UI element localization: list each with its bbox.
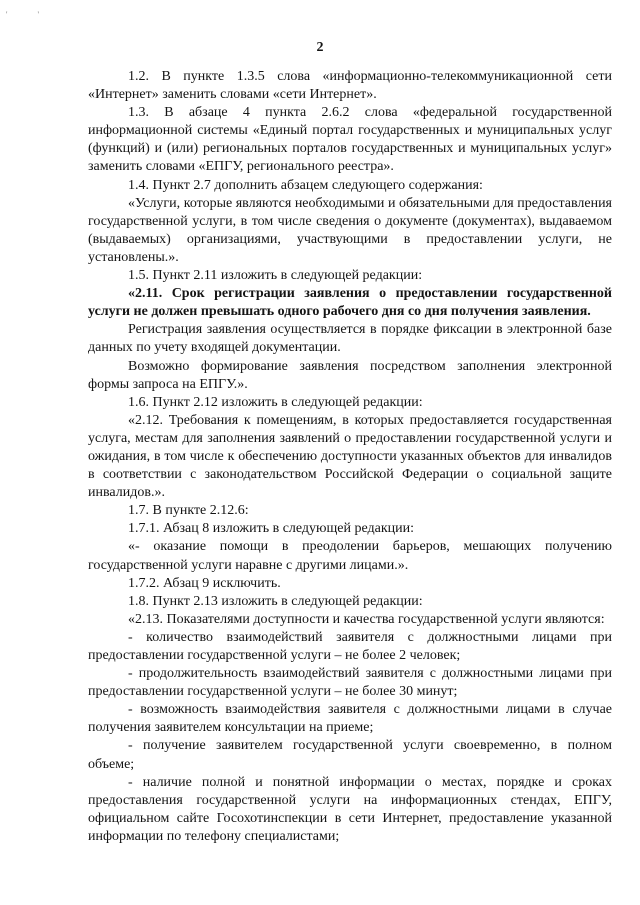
paragraph: 1.7.2. Абзац 9 исключить. [128,575,281,591]
paragraph: 1.6. Пункт 2.12 изложить в следующей редакции: [128,394,423,410]
scan-specks: ' ' [6,10,53,19]
paragraph: - возможность взаимодействия заявителя с должностными лицами в случае получения заявителем консультации на приеме; [88,702,612,736]
paragraph: 1.5. Пункт 2.11 изложить в следующей редакции: [128,268,423,284]
paragraph: «- оказание помощи в преодолении барьеров, мешающих получению государственной услуги наравне с другими лицами.». [88,539,612,573]
paragraph: «Услуги, которые являются необходимыми и обязательными для предоставления государственной услуги, в том числе сведения о документе (документах), выдаваемом (выдаваемых) организациями, участвующими в предоставлении услуги, не установлены.». [88,195,612,265]
paragraph: «2.12. Требования к помещениям, в которых предоставляется государственная услуга, местам для заполнения заявлений о предоставлении государственной услуги и ожидания, в том числе к обеспечению доступности указанных объектов для инвалидов в соответствии с законодательством Российской Федерации о социальной защите инвалидов.». [88,412,612,501]
paragraph: 1.7.1. Абзац 8 изложить в следующей редакции: [128,521,415,537]
paragraph: «2.11. Срок регистрации заявления о предоставлении государственной услуги не должен превышать одного рабочего дня со дня получения заявления. [88,286,612,320]
paragraph: Возможно формирование заявления посредством заполнения электронной формы запроса на ЕПГУ.». [88,358,612,392]
paragraph: 1.7. В пункте 2.12.6: [128,503,249,519]
paragraph: 1.2. В пункте 1.3.5 слова «информационно-телекоммуникационной сети «Интернет» заменить словами «сети Интернет». [88,69,612,103]
paragraph: - наличие полной и понятной информации о местах, порядке и сроках предоставления государственной услуги на информационных стендах, ЕПГУ, официальном сайте Госохотинспекции в сети Интернет, предоставление указанной информации по телефону специалистами; [88,774,612,844]
paragraph: 1.4. Пункт 2.7 дополнить абзацем следующего содержания: [128,177,483,193]
page-number: 2 [316,40,324,55]
paragraph: 1.3. В абзаце 4 пункта 2.6.2 слова «федеральной государственной информационной системы «Единый портал государственных и муниципальных услуг (функций) и (или) региональных порталов государственных и муниципальных услуг» заменить словами «ЕПГУ, регионального реестра». [88,105,612,175]
paragraph: - количество взаимодействий заявителя с должностными лицами при предоставлении государственной услуги – не более 2 человек; [88,629,612,663]
paragraph: Регистрация заявления осуществляется в порядке фиксации в электронной базе данных по учету входящей документации. [88,322,612,356]
document-body [88,68,612,846]
paragraph: «2.13. Показателями доступности и качества государственной услуги являются: [128,611,605,627]
paragraph: - получение заявителем государственной услуги своевременно, в полном объеме; [88,738,612,772]
paragraph: 1.8. Пункт 2.13 изложить в следующей редакции: [128,593,423,609]
paragraph: - продолжительность взаимодействий заявителя с должностными лицами при предоставлении государственной услуги – не более 30 минут; [88,666,612,700]
